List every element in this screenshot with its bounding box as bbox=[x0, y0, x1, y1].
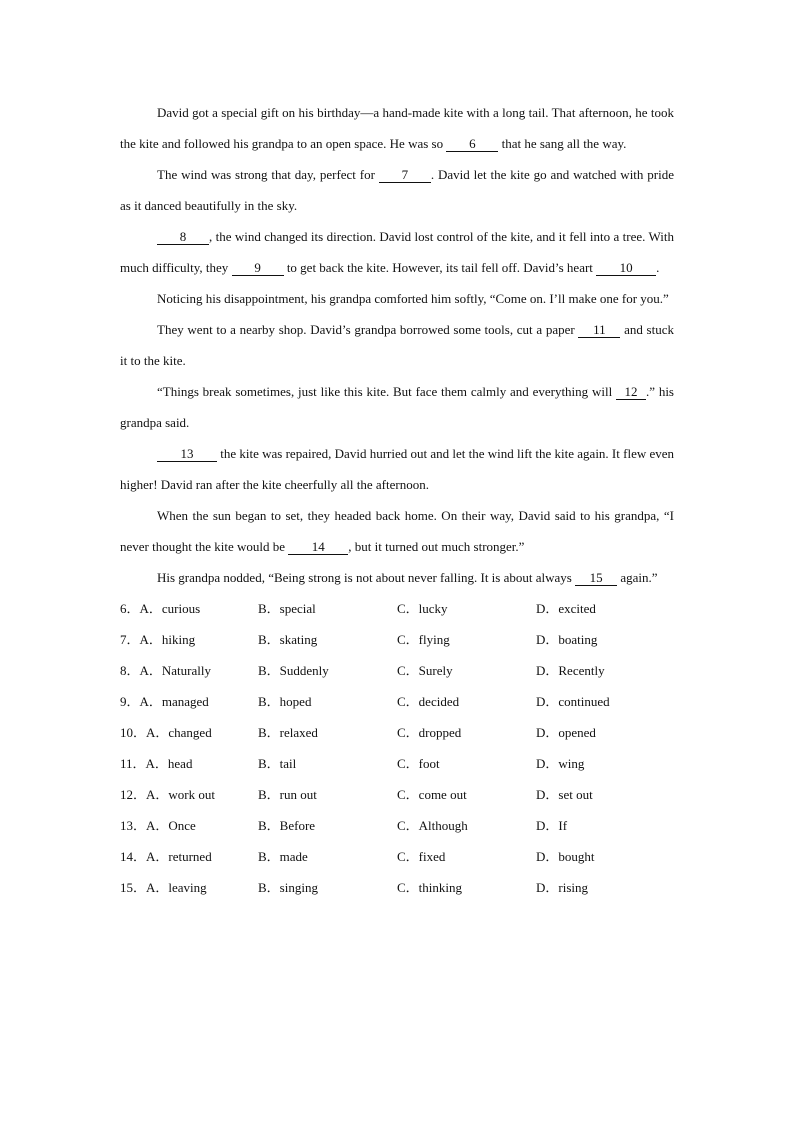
paragraph-5 bbox=[120, 314, 674, 376]
option-d[interactable]: D．rising bbox=[536, 880, 589, 895]
option-d[interactable]: D．set out bbox=[536, 787, 593, 802]
option-row-11 bbox=[120, 748, 674, 779]
text: again.” bbox=[617, 570, 658, 585]
text: that he sang all the way. bbox=[498, 136, 627, 151]
option-row-8 bbox=[120, 655, 674, 686]
option-c[interactable]: C．come out bbox=[397, 787, 467, 802]
option-c[interactable]: C．Although bbox=[397, 818, 468, 833]
option-d[interactable]: D．If bbox=[536, 818, 568, 833]
option-row-13 bbox=[120, 810, 674, 841]
paragraph-3 bbox=[120, 221, 674, 283]
blank-14: 14 bbox=[288, 540, 348, 555]
paragraph-9 bbox=[120, 562, 674, 593]
option-row-9 bbox=[120, 686, 674, 717]
options-list bbox=[120, 593, 674, 903]
blank-7: 7 bbox=[379, 168, 431, 183]
option-a[interactable]: 6．A．curious bbox=[120, 601, 201, 616]
paragraph-2 bbox=[120, 159, 674, 221]
option-c[interactable]: C．Surely bbox=[397, 663, 453, 678]
option-row-6 bbox=[120, 593, 674, 624]
option-b[interactable]: B．hoped bbox=[258, 694, 312, 709]
paragraph-6 bbox=[120, 376, 674, 438]
option-a[interactable]: 11．A．head bbox=[120, 756, 193, 771]
option-a[interactable]: 7．A．hiking bbox=[120, 632, 196, 647]
text: They went to a nearby shop. David’s grandpa borrowed some tools, cut a paper bbox=[157, 322, 579, 337]
blank-8: 8 bbox=[157, 230, 209, 245]
text: “Things break sometimes, just like this kite. But face them calmly and everything will bbox=[157, 384, 616, 399]
option-b[interactable]: B．run out bbox=[258, 787, 317, 802]
text: David got a special gift on his birthday—a hand-made kite with a long tail. That afternoon, he took the kite and followed his grandpa to an open space. He was so bbox=[120, 105, 674, 151]
text: . bbox=[656, 260, 660, 275]
option-c[interactable]: C．decided bbox=[397, 694, 460, 709]
option-b[interactable]: B．relaxed bbox=[258, 725, 318, 740]
text: The wind was strong that day, perfect for bbox=[157, 167, 379, 182]
blank-13: 13 bbox=[157, 447, 217, 462]
option-b[interactable]: B．tail bbox=[258, 756, 297, 771]
option-c[interactable]: C．dropped bbox=[397, 725, 462, 740]
blank-9: 9 bbox=[232, 261, 284, 276]
text: .” his grandpa said. bbox=[120, 384, 674, 430]
option-a[interactable]: 14．A．returned bbox=[120, 849, 212, 864]
option-d[interactable]: D．opened bbox=[536, 725, 596, 740]
option-a[interactable]: 15．A．leaving bbox=[120, 880, 207, 895]
blank-11: 11 bbox=[578, 323, 620, 338]
text: the kite was repaired, David hurried out and let the wind lift the kite again. It flew even higher! David ran after the kite cheerfully all the afternoon. bbox=[120, 446, 675, 492]
option-a[interactable]: 12．A．work out bbox=[120, 787, 215, 802]
text: , but it turned out much stronger.” bbox=[348, 539, 525, 554]
paragraph-8 bbox=[120, 500, 674, 562]
option-a[interactable]: 10．A．changed bbox=[120, 725, 212, 740]
option-b[interactable]: B．special bbox=[258, 601, 316, 616]
option-a[interactable]: 8．A．Naturally bbox=[120, 663, 211, 678]
option-c[interactable]: C．flying bbox=[397, 632, 450, 647]
option-row-14 bbox=[120, 841, 674, 872]
option-d[interactable]: D．boating bbox=[536, 632, 598, 647]
blank-12: 12 bbox=[616, 385, 646, 400]
text: His grandpa nodded, “Being strong is not about never falling. It is about always bbox=[157, 570, 576, 585]
document-page bbox=[120, 97, 674, 903]
option-d[interactable]: D．wing bbox=[536, 756, 585, 771]
text: . David let the kite go and watched with pride as it danced beautifully in the sky. bbox=[120, 167, 675, 213]
paragraph-1 bbox=[120, 97, 674, 159]
option-d[interactable]: D．excited bbox=[536, 601, 596, 616]
option-c[interactable]: C．thinking bbox=[397, 880, 463, 895]
option-b[interactable]: B．Before bbox=[258, 818, 316, 833]
option-row-7 bbox=[120, 624, 674, 655]
blank-15: 15 bbox=[575, 571, 617, 586]
blank-6: 6 bbox=[446, 137, 498, 152]
blank-10: 10 bbox=[596, 261, 656, 276]
paragraph-4: Noticing his disappointment, his grandpa comforted him softly, “Come on. I’ll make one for you.” bbox=[157, 291, 669, 306]
option-d[interactable]: D．Recently bbox=[536, 663, 605, 678]
option-b[interactable]: B．singing bbox=[258, 880, 318, 895]
paragraph-7 bbox=[120, 438, 674, 500]
option-b[interactable]: B．made bbox=[258, 849, 308, 864]
text: When the sun began to set, they headed back home. On their way, David said to his grandpa, “I never thought the kite would be bbox=[120, 508, 674, 554]
option-d[interactable]: D．continued bbox=[536, 694, 610, 709]
option-b[interactable]: B．skating bbox=[258, 632, 318, 647]
option-row-15 bbox=[120, 872, 674, 903]
text: and stuck it to the kite. bbox=[120, 322, 674, 368]
option-d[interactable]: D．bought bbox=[536, 849, 595, 864]
option-row-12 bbox=[120, 779, 674, 810]
option-c[interactable]: C．foot bbox=[397, 756, 440, 771]
option-c[interactable]: C．fixed bbox=[397, 849, 446, 864]
option-row-10 bbox=[120, 717, 674, 748]
option-b[interactable]: B．Suddenly bbox=[258, 663, 329, 678]
option-a[interactable]: 9．A．managed bbox=[120, 694, 209, 709]
option-a[interactable]: 13．A．Once bbox=[120, 818, 196, 833]
text: , the wind changed its direction. David lost control of the kite, and it fell into a tree. With much difficulty, they bbox=[120, 229, 674, 275]
text: to get back the kite. However, its tail fell off. David’s heart bbox=[283, 260, 597, 275]
option-c[interactable]: C．lucky bbox=[397, 601, 448, 616]
